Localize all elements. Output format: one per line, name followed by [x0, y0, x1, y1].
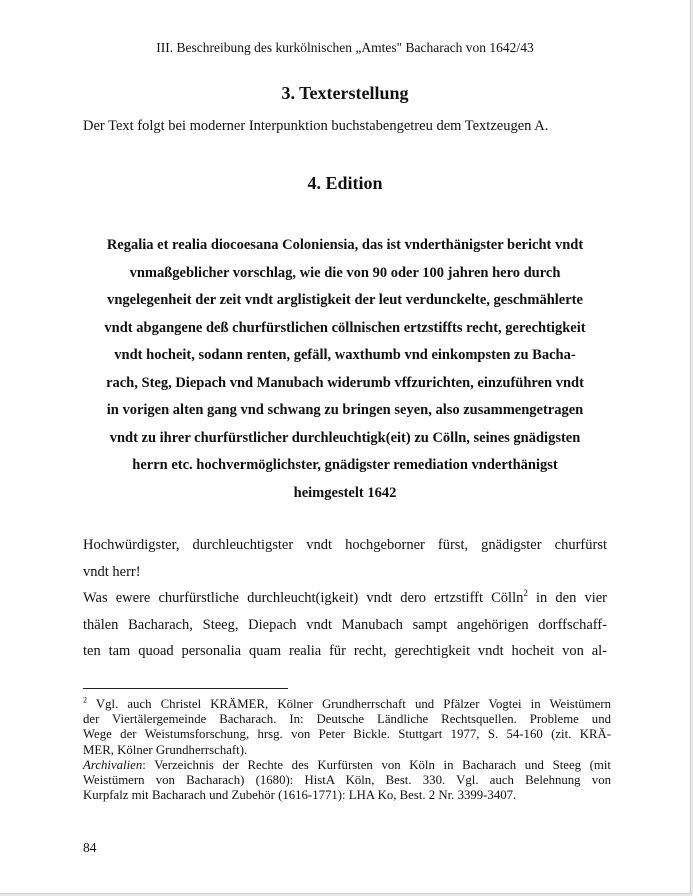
footnote-marker: 2: [83, 695, 87, 705]
footnote-line: Kurpfalz mit Bacharach und Zubehör (1616-1771): LHA Ko, Best. 2 Nr. 3399-3407.: [83, 788, 517, 803]
title-line: vndt abgangene deß churfürstlichen cöllnischen ertzstiffts recht, gerechtigkeit: [104, 319, 586, 336]
title-line: Regalia et realia diocoesana Coloniensia, das ist vnderthänigster bericht vndt: [106, 237, 584, 253]
footnote-reference[interactable]: 2: [523, 588, 528, 599]
title-line: vnmaßgeblicher vorschlag, wie die von 90 oder 100 jahren hero durch: [129, 264, 561, 281]
body-line: ten tam quoad personalia quam realia für recht, gerechtigkeit vndt hocheit von al-: [83, 643, 607, 659]
footnote-line: Wege der Weistumsforschung, hrsg. von Peter Bickle. Stuttgart 1977, S. 54-160 (zit. KRÄ-: [83, 727, 611, 742]
footnote-separator: [83, 688, 288, 689]
title-line: vndt zu ihrer churfürstlicher durchleuchtigk(eit) zu Cölln, seines gnädigsten: [109, 429, 581, 446]
section-heading-texterstellung: 3. Texterstellung: [281, 83, 409, 103]
body-line-part: Was ewere churfürstliche durchleucht(igkeit) vndt dero ertzstifft Cölln: [83, 590, 524, 606]
archivalien-label: Archivalien: [83, 757, 143, 772]
title-line: rach, Steg, Diepach vnd Manubach widerumb vffzurichten, einzuführen vndt: [106, 374, 584, 391]
footnote-line: Weistümern von Bacharach) (1680): HistA Köln, Best. 330. Vgl. auch Belehnung von: [83, 773, 611, 788]
title-line: heimgestelt 1642: [293, 484, 397, 501]
title-line: in vorigen alten gang vnd schwang zu bringen seyen, also zusammengetragen: [106, 402, 584, 418]
texterstellung-text: Der Text folgt bei moderner Interpunktion buchstabengetreu dem Textzeugen A.: [83, 118, 549, 134]
section-heading-edition: 4. Edition: [307, 173, 383, 193]
title-line: vngelegenheit der zeit vndt arglistigkeit der leut verdunckelte, geschmählerte: [107, 292, 583, 308]
footnote-line: [83, 697, 611, 712]
footnote: [83, 697, 611, 803]
body-line: [83, 585, 607, 612]
body-line: thälen Bacharach, Steeg, Diepach vndt Manubach sampt angehörigen dorffschaff-: [83, 616, 607, 633]
title-line: herrn etc. hochvermöglichster, gnädigster remediation vnderthänigst: [132, 457, 558, 473]
running-head: III. Beschreibung des kurkölnischen „Amtes" Bacharach von 1642/43: [156, 40, 534, 55]
footnote-line: [83, 758, 611, 773]
body-line-part: in den vier: [527, 590, 607, 606]
footnote-line: MER, Kölner Grundherrschaft).: [83, 742, 248, 757]
edition-body-text: [83, 532, 607, 665]
body-line: Hochwürdigster, durchleuchtigster vndt hochgeborner fürst, gnädigster churfürst: [83, 537, 607, 553]
footnote-line: der Viertälergemeinde Bacharach. In: Deutsche Ländliche Rechtsquellen. Probleme und: [83, 712, 611, 727]
body-line: vndt herr!: [83, 563, 141, 580]
footnote-line-text: : Verzeichnis der Rechte des Kurfürsten von Köln in Bacharach und Steeg (mit: [142, 757, 611, 772]
page-number: 84: [83, 840, 97, 855]
title-line: vndt hocheit, sodann renten, gefäll, waxthumb vnd einkompsten zu Bacha-: [114, 347, 576, 363]
edition-title-block: [83, 232, 607, 507]
footnote-line-text: Vgl. auch Christel KRÄMER, Kölner Grundherrschaft und Pfälzer Vogtei in Weistümern: [87, 697, 611, 711]
